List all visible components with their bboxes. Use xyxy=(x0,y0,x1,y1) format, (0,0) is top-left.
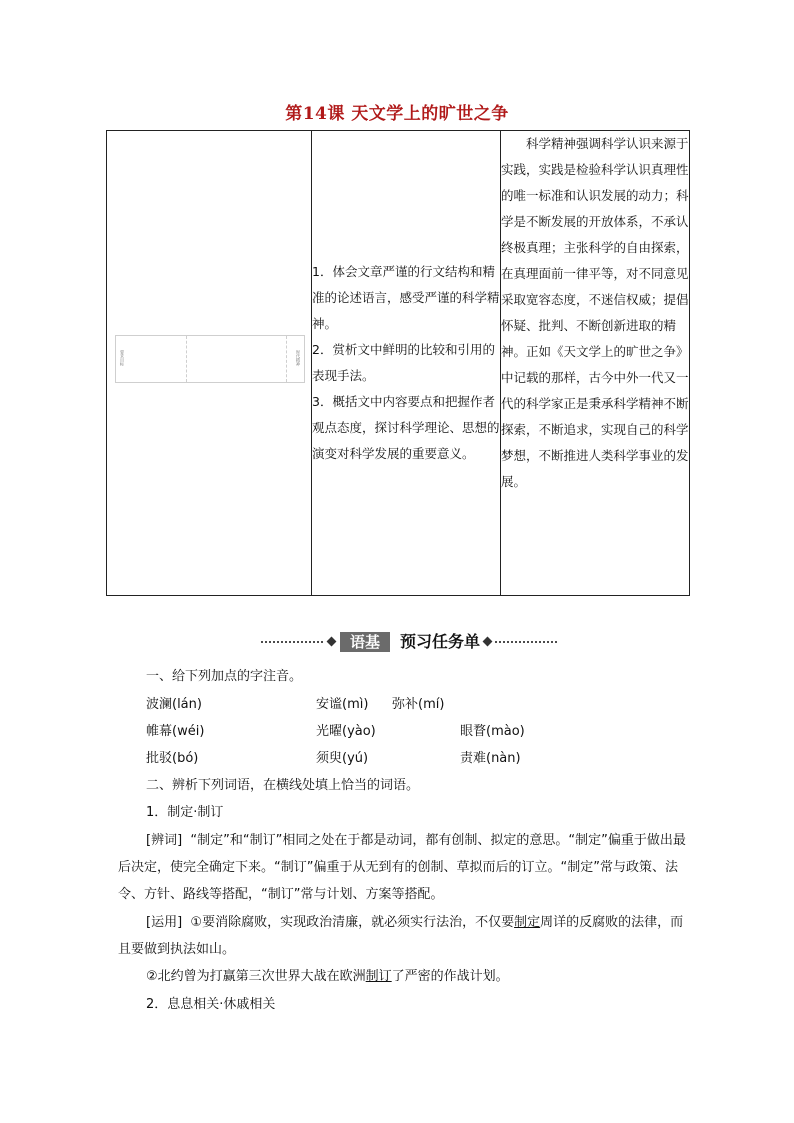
example-paragraph xyxy=(118,963,688,990)
q2-item-title: 2．息息相关·休戚相关 xyxy=(146,997,276,1012)
pinyin-item: 安谧(mì) xyxy=(316,697,369,712)
section-title: 预习任务单 xyxy=(400,632,481,651)
goal-item: 2．赏析文中鲜明的比较和引用的表现手法。 xyxy=(312,342,495,383)
mini-divider xyxy=(186,336,187,382)
goal-item: 3．概括文中内容要点和把握作者观点态度，探讨科学理论、思想的演变对科学发展的重要意义。 xyxy=(312,394,500,461)
pinyin-item: 弥补(mí) xyxy=(392,697,445,712)
bianci-label: [辨词] xyxy=(146,833,183,848)
lesson-title: 第14课 天文学上的旷世之争 xyxy=(285,104,509,124)
meaning-text: 科学精神强调科学认识来源于实践，实践是检验科学认识真理性的唯一标准和认识发展的动力；科学是不断发展的开放体系，不承认终极真理；主张科学的自由探索，在真理面前一律平等，对不同意见采取宽容态度，不迷信权威；提倡怀疑、批判、不断创新进取的精神。正如《天文学上的旷世之争》中记载的那样，古今中外一代又一代的科学家正是秉承科学精神不断探索，不断追求，实现自己的科学梦想，不断推进人类科学事业的发展。 xyxy=(501,136,689,489)
section-badge: 语基 xyxy=(340,632,390,652)
example-text: 周详的反腐败的法律，而且要做到执法如山。 xyxy=(118,915,684,957)
example-text: ②北约曾为打赢第三次世界大战在欧洲 xyxy=(146,969,366,984)
pinyin-item: 光曜(yào) xyxy=(316,724,376,739)
pinyin-item: 须臾(yú) xyxy=(316,751,369,766)
mini-diagram xyxy=(115,335,305,383)
section-header xyxy=(260,630,560,654)
bianci-text: “制定”和“制订”相同之处在于都是动词，都有创制、拟定的意思。“制定”偏重于做出最后决定，使完全确定下来。“制订”偏重于从无到有的创制、草拟而后的订立。“制定”常与政策、法令、方针、路线等搭配，“制订”常与计划、方案等搭配。 xyxy=(118,833,686,902)
answer-blank: 制定 xyxy=(514,915,541,930)
pinyin-item: 批驳(bó) xyxy=(146,751,199,766)
mind-map-cell xyxy=(107,131,312,596)
dotted-rule-left xyxy=(260,641,324,643)
bianci-paragraph xyxy=(118,827,688,908)
yunyong-label: [运用] xyxy=(146,915,183,930)
intro-table xyxy=(106,130,690,596)
example-text: 了严密的作战计划。 xyxy=(391,969,509,984)
pinyin-item: 责难(nàn) xyxy=(460,751,521,766)
mini-divider xyxy=(286,336,287,382)
example-text: ①要消除腐败，实现政治清廉，就必须实行法治，不仅要 xyxy=(190,915,515,930)
goal-item: 1．体会文章严谨的行文结构和精准的论述语言，感受严谨的科学精神。 xyxy=(312,264,500,331)
answer-blank: 制订 xyxy=(365,969,392,984)
goals-cell xyxy=(312,131,501,596)
meaning-cell xyxy=(501,131,690,596)
q2-heading: 二、辨析下列词语，在横线处填上恰当的词语。 xyxy=(146,778,420,793)
mini-label-right: 时代精神 xyxy=(296,350,301,366)
pinyin-item: 眼瞀(mào) xyxy=(460,724,525,739)
diamond-icon xyxy=(483,637,493,647)
diamond-icon xyxy=(327,637,337,647)
pinyin-item: 波澜(lán) xyxy=(146,697,202,712)
yunyong-paragraph xyxy=(118,909,688,963)
q2-item-title: 1．制定·制订 xyxy=(146,805,224,820)
dotted-rule-right xyxy=(494,641,558,643)
pinyin-item: 帷幕(wéi) xyxy=(146,724,205,739)
q1-heading: 一、给下列加点的字注音。 xyxy=(146,669,303,684)
mini-label-left: 要求目标 xyxy=(120,350,125,366)
